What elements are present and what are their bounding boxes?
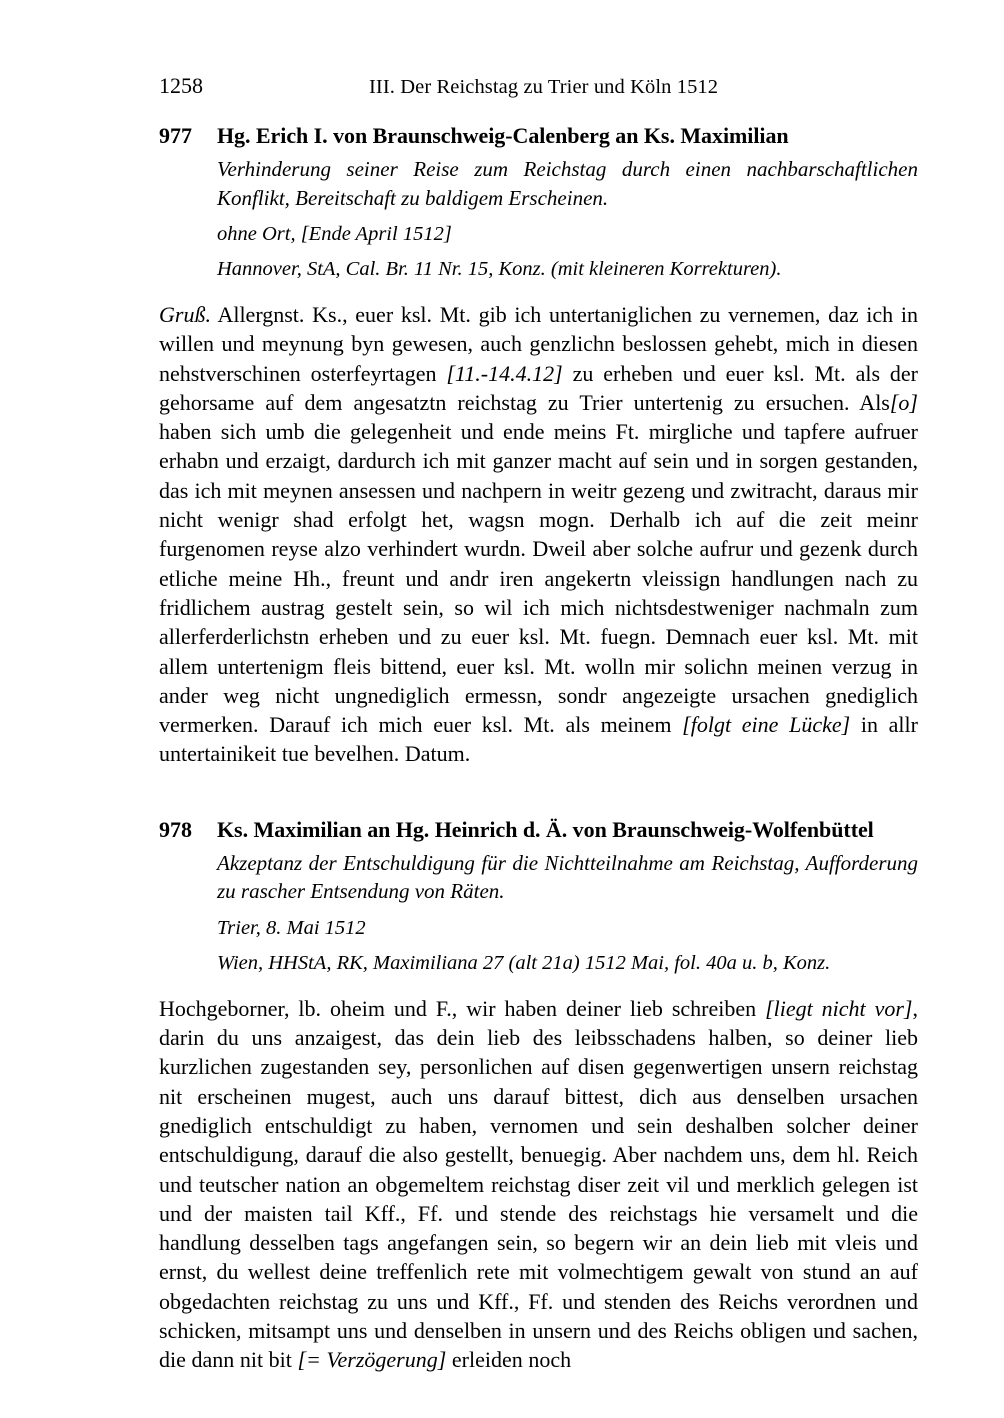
page-content [159,72,918,1375]
entry-regest: Verhinderung seiner Reise zum Reichstag durch einen nachbarschaftlichen Konflikt, Bereitschaft zu baldigem Erscheinen. [217,157,918,210]
entry-source: Wien, HHStA, RK, Maximiliana 27 (alt 21a) 1512 Mai, fol. 40a u. b, Konz. [217,951,831,974]
running-head [159,72,918,101]
entry-meta [217,849,918,977]
entry-heading [159,815,918,845]
entry-body: Hochgeborner, lb. oheim und F., wir haben deiner lieb schreiben [liegt nicht vor], darin du uns anzaigest, das dein lieb des leibsschadens halben, so deiner lieb kurzlichen zugestanden sey, personlichen auf disen gegenwertigen unsern reichstag nit erscheinen mugest, auch uns darauf bittest, dich aus denselben ursachen gnediglich entschuldigt zu haben, vernomen und sein deshalben solcher deiner entschuldigung, darauf die also gestellt, benuegig. Aber nachdem uns, dem hl. Reich und teutscher nation an obgemeltem reichstag diser zeit vil und merklich gelegen ist und der maisten tail Kff., Ff. und stende des reichstags hie versamelt und die handlung desselben tags angefangen sein, so begern wir an dein lieb mit vleis und ernst, du wellest deine treffenlich rete mit volmechtigem gewalt von stund an auf obgedachten reichstag zu uns und Kff., Ff. und stenden des Reichs verordnen und schicken, mitsampt uns und denselben in unsern und des Reichs obligen und sachen, die dann nit bit [= Verzögerung] erleiden noch [159,995,918,1373]
entry-978 [159,815,918,1375]
entry-title: Hg. Erich I. von Braunschweig-Calenberg an Ks. Maximilian [217,123,789,148]
entry-title: Ks. Maximilian an Hg. Heinrich d. Ä. von Braunschweig-Wolfenbüttel [217,816,874,842]
entry-source: Hannover, StA, Cal. Br. 11 Nr. 15, Konz. (mit kleineren Korrekturen). [217,258,782,280]
entry-number: 978 [159,816,192,842]
entry-977 [159,121,918,769]
entry-dateline: Trier, 8. Mai 1512 [217,916,366,939]
entry-number: 977 [159,123,192,148]
entry-dateline: ohne Ort, [Ende April 1512] [217,223,452,245]
entry-regest: Akzeptanz der Entschuldigung für die Nichtteilnahme am Reichstag, Aufforderung zu rascher Entsendung von Räten. [217,850,918,904]
entry-meta [217,155,918,283]
entry-heading [159,121,918,151]
running-head-title: III. Der Reichstag zu Trier und Köln 1512 [369,76,719,98]
entry-body: Gruß. Allergnst. Ks., euer ksl. Mt. gib ich untertaniglichen zu vernemen, daz ich in willen und meynung byn gewesen, auch genzlichn beslossen gehebt, mich in diesen nehstverschinen osterfeyrtagen [11.-14.4.12] zu erheben und euer ksl. Mt. als der gehorsame auf dem angesatztn reichstag zu Trier untertenig zu ersuchen. Als[o] haben sich umb die gelegenheit und ende meins Ft. mirgliche und tapfere aufruer erhabn und erzaigt, dardurch ich mit ganzer macht auf sein und in sorgen gestanden, das ich mit meynen ansessen und nachpern in weitr gezeng und zwitracht, daraus mir nicht wenigr shad erfolgt het, wagsn mogn. Derhalb ich auf die zeit meinr furgenomen reyse alzo verhindert wurdn. Dweil aber solche aufrur und gezenk durch etliche meine Hh., freunt und andr iren angekertn vleissign handlungen nach zu fridlichem austrag gestelt sein, so wil ich mich nichtsdestweniger nachmaln zum allerferderlichstn erheben und zu euer ksl. Mt. fuegn. Demnach euer ksl. Mt. mit allem untertenigm fleis bittend, euer ksl. Mt. wolln mir solichn meinen verzug in ander weg nicht ungnediglich ermessn, sondr angezeigte ursachen gnediglich vermerken. Darauf ich mich euer ksl. Mt. als meinem [folgt eine Lücke] in allr untertainikeit tue bevelhen. Datum. [159,302,918,767]
folio-number: 1258 [159,73,203,98]
